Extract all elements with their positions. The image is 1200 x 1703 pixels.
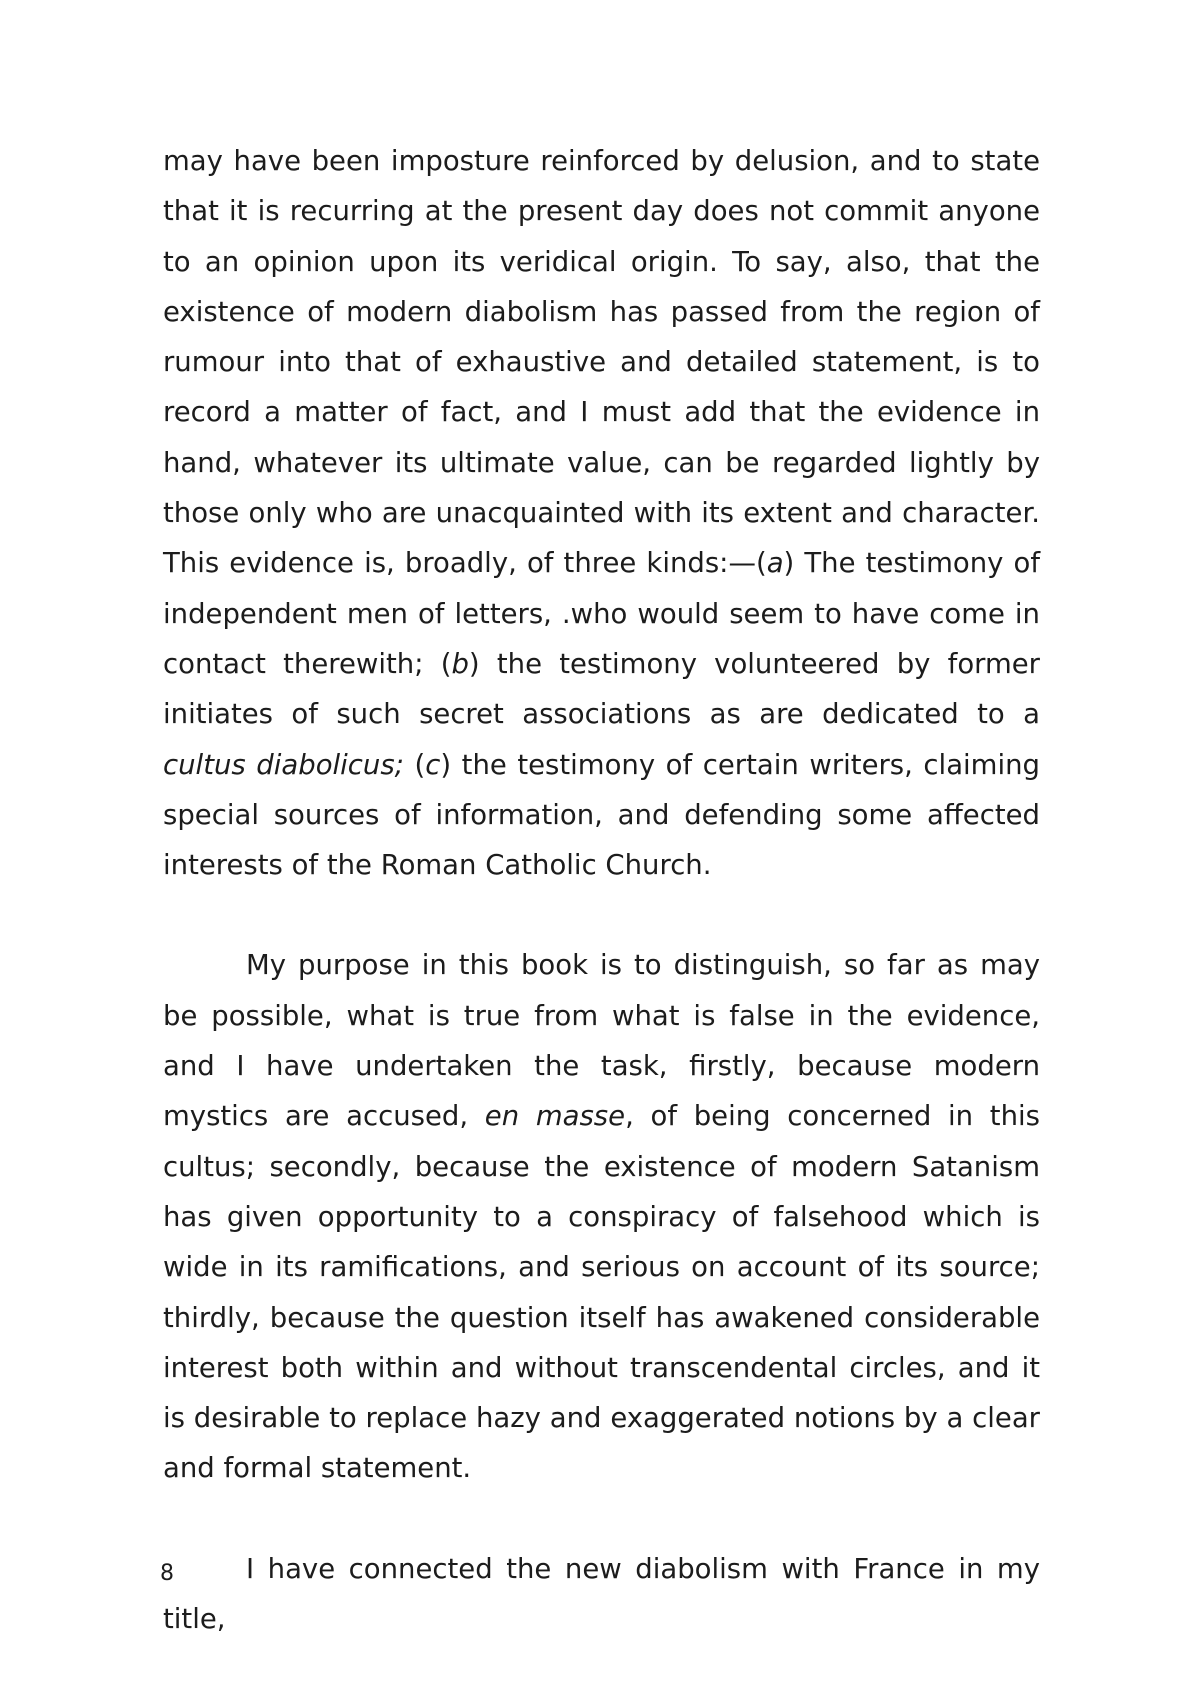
italic-segment: cultus diabolicus; — [163, 748, 404, 781]
text-segment: I have connected the new diabolism with France in my title, — [163, 1552, 1040, 1636]
italic-segment: c — [425, 748, 441, 781]
paragraph-2 — [163, 940, 1040, 1493]
paragraph-3 — [163, 1544, 1040, 1645]
text-segment: My purpose in this book is to distinguish, so far as may be possible, what is true from what is false in the evidence, and I have undertaken the task, firstly, because modern mystics are accused, — [163, 949, 1040, 1133]
body-text — [163, 136, 1040, 1644]
text-segment: ) the testimony of certain writers, claiming special sources of information, and defending some affected interests of the Roman Catholic Church. — [163, 748, 1040, 882]
page-number: 8 — [160, 1561, 174, 1586]
italic-segment: a — [766, 547, 784, 580]
paragraph-1 — [163, 136, 1040, 890]
text-segment: , of being concerned in this cultus; secondly, because the existence of modern Satanism has given opportunity to a conspiracy of falsehood which is wide in its ramifications, and serious on account of its source; thirdly, because the question itself has awakened considerable interest both within and without transcendental circles, and it is desirable to replace hazy and exaggerated notions by a clear and formal statement. — [163, 1100, 1040, 1485]
text-segment: may have been imposture reinforced by delusion, and to state that it is recurring at the present day does not commit anyone to an opinion upon its veridical origin. To say, also, that the existence of modern diabolism has passed from the region of rumour into that of exhaustive and detailed statement, is to record a matter of fact, and I must add that the evidence in hand, whatever its ultimate value, can be regarded lightly by those only who are unacquainted with its extent and character. This evidence is, broadly, of three kinds:—( — [163, 145, 1040, 580]
italic-segment: en masse — [484, 1100, 626, 1133]
text-segment: ( — [403, 748, 426, 781]
italic-segment: b — [451, 647, 469, 680]
text-segment: ) The testimony of independent men of letters, .who would seem to have come in contact therewith; ( — [163, 547, 1041, 680]
text-segment: ) the testimony volunteered by former initiates of such secret associations as are dedicated to a — [163, 647, 1040, 731]
